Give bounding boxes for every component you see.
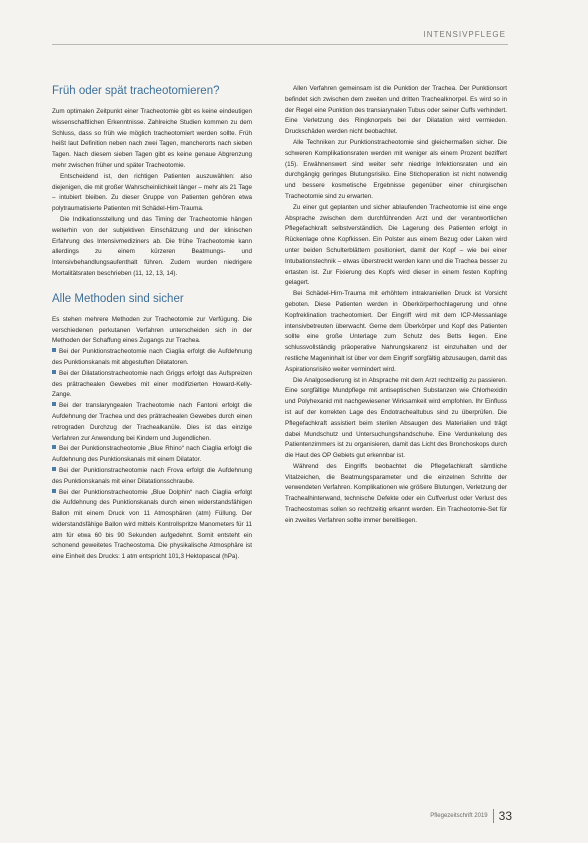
paragraph: Zum optimalen Zeitpunkt einer Tracheotomie gibt es keine eindeutigen wissenschaftlichen Erkenntnisse. Zahlreiche Studien kommen zu dem Schluss, dass so früh wie möglich tracheotomiert werden sollte. Früh heißt laut Definition neben nach zwei Tagen, mancherorts nach sieben Tagen. Nach diesem sieben Tagen gibt es keine genaue Abgrenzung mehr zwischen früher und später Tracheotomie. — [52, 108, 252, 169]
paragraph: Während des Eingriffs beobachtet die Pflegefachkraft sämtliche Vitalzeichen, die Beatmungsparameter und die einzelnen Schritte der verwendeten Verfahren. Komplikationen wie größere Blutungen, Verletzung der Trachealhinterwand, technische Defekte oder ein Cuffverlust oder Verlust des Tracheostomas sollen so rechtzeitig erkannt werden. Ein Tracheotomie-Set für ein zweites Verfahren sollte immer bereitliegen. — [285, 462, 507, 524]
square-bullet-icon — [52, 348, 56, 352]
left-column — [52, 84, 252, 563]
square-bullet-icon — [52, 370, 56, 374]
spacer — [52, 280, 252, 292]
square-bullet-icon — [52, 402, 56, 406]
square-bullet-icon — [52, 445, 56, 449]
bullet-item: Bei der Punktionstracheotomie „Blue Dolphin“ nach Ciaglia erfolgt die Aufdehnung des Punktionskanals durch einen widerstandsfähigen Ballon mit einem Druck von 11 Atmosphären (atm) Füllung. Der widerstandsfähige Ballon wird mittels Kontrollspritze Manometers für 11 atm für etwa 60 bis 90 Sekunden aufgedehnt. Somit entsteht ein schonend geweitetes Tracheostoma. Die physikalische Atmosphäre ist eine Einheit des Drucks: 1 atm entspricht 101,3 Hektopascal (hPa). — [52, 488, 252, 561]
paragraph: Zu einer gut geplanten und sicher ablaufenden Tracheotomie ist eine enge Absprache zwischen dem durchführenden Arzt und der verantwortlichen Pflegefachkraft selbstverständlich. Die Lagerung des Patienten erfolgt in Rückenlage ohne Kopfkissen. Ein Polster aus einem Bezug oder Laken wird unter beiden Schulterblättern positioniert, damit der Kopf – wie bei einer Intubationstechnik – etwas überstreckt werden kann und die Trachea besser zu ertasten ist. Zur Fixierung des Kopfs wird dieser in einem festen Kopfring gelagert. — [285, 203, 507, 287]
heading-timing: Früh oder spät tracheotomieren? — [52, 85, 220, 97]
square-bullet-icon — [52, 467, 56, 471]
right-column — [285, 84, 507, 527]
header-rule — [52, 44, 508, 45]
bullet-item: Bei der Punktionstracheotomie „Blue Rhino“ nach Ciaglia erfolgt die Aufdehnung des Punktionskanals mit einem Dilatator. — [52, 445, 252, 464]
section-label: INTENSIVPFLEGE — [423, 30, 506, 39]
bullet-item: Bei der Dilatationstracheotomie nach Griggs erfolgt das Aufspreizen des prätrachealen Gewebes mit einer modifizierten Howard-Kelly-Zange. — [52, 369, 252, 399]
bullet-item: Bei der translaryngealen Tracheotomie nach Fantoni erfolgt die Aufdehnung der Trachea und des prätrachealen Gewebes durch einen retrograden Durchzug der Trachealkanüle. Dies ist das einzige Verfahren zur Anwendung bei Kindern und Jugendlichen. — [52, 402, 252, 442]
heading-methods: Alle Methoden sind sicher — [52, 292, 184, 305]
square-bullet-icon — [52, 489, 56, 493]
bullet-item: Bei der Punktionstracheotomie nach Ciaglia erfolgt die Aufdehnung des Punktionskanals mit abgestuften Dilatatoren. — [52, 348, 252, 366]
paragraph: Es stehen mehrere Methoden zur Tracheotomie zur Verfügung. Die verschiedenen perkutanen Verfahren unterscheiden sich in der Methoden der Schaffung eines Zugangs zur Trachea. — [52, 315, 252, 345]
page-number: 33 — [498, 809, 512, 823]
paragraph: Die Indikationsstellung und das Timing der Tracheotomie hängen weiterhin von der subjektiven Einschätzung und der klinischen Erfahrung des Intensivmediziners ab. Die frühe Tracheotomie kann allerdings zu einem kürzeren Beatmungs- und Intensivbehandlungsaufenthalt führen. Zudem wurden niedrigere Mortalitätsraten beschrieben (11, 12, 13, 14). — [52, 215, 252, 277]
paragraph: Bei Schädel-Hirn-Trauma mit erhöhtem intrakraniellen Druck ist Vorsicht geboten. Diese Patienten werden in Oberkörperhochlagerung und ohne Kopfreklination tracheotomiert. Der Eingriff wird mit dem ICP-Messanlage intensivbetreuten überwacht. Gerne dem Überkörper und Kopf des Patienten sollte eine große Unterlage zum Schutz des Betts liegen. Eine schlussvollständig präoperative Nahrungskarenz ist einzuhalten und der restliche Mageninhalt ist über vor dem Eingriff sorgfältig abzusaugen, damit das Aspirationsrisiko weiter vermindert wird. — [285, 290, 507, 373]
paragraph: Die Analgosedierung ist in Absprache mit dem Arzt rechtzeitig zu passieren. Eine sorgfältige Mundpflege mit antiseptischen Substanzen wie Chlorhexidin und Polyhexanid mit nachgewiesener Wirksamkeit wird empfohlen. Ihr Einfluss ist auf der korrekten Lage des Endotrachealtubus sind zu überprüfen. Die Pflegefachkraft assistiert beim sterilen Absaugen des Materialien und trägt dabei Mundschutz und Untersuchungshandschuhe. Eine Verdunkelung des Patientenzimmers ist zu organisieren, damit das Licht des Bronchoskops durch die Haut des OP Gebiets gut erkennbar ist. — [285, 376, 507, 460]
paragraph: Entscheidend ist, den richtigen Patienten auszuwählen: also diejenigen, die mit großer Wahrscheinlichkeit länger – mehr als 21 Tage – intubiert bleiben. Zu dieser Gruppe von Patienten gehören etwa polytraumatisierte Patienten mit Schädel-Hirn-Trauma. — [52, 172, 252, 213]
paragraph: Allen Verfahren gemeinsam ist die Punktion der Trachea. Der Punktionsort befindet sich zwischen dem zweiten und dritten Trachealknorpel. Es wird so in der Regel eine Punktion des transiarynalen Tubus oder seiner Cuffs verhindert. Eine Verletzung des Ringknorpels bei der Dilatation wird vermieden. Druckschäden werden nicht beobachtet. — [285, 85, 507, 136]
paragraph: Alle Techniken zur Punktionstracheotomie sind gleichermaßen sicher. Die schweren Komplikationsraten werden mit weniger als einem Prozent beziffert (15). Erwähnenswert sind weiter sehr niedrige Infektionsraten und ein durchgängig geringes Blutungsrisiko. Eine Stichoperation ist nicht notwendig und bessere kosmetische Ergebnisse gegenüber einer chirurgischen Tracheotomie sind zu erwarten. — [285, 138, 507, 200]
footer-divider — [493, 809, 494, 823]
footer-source: Pflegezeitschrift 2019 — [430, 813, 488, 819]
page-footer — [430, 809, 512, 823]
bullet-item: Bei der Punktionstracheotomie nach Frova erfolgt die Aufdehnung des Punktionskanals mit einer Dilatationsschraube. — [52, 466, 252, 485]
